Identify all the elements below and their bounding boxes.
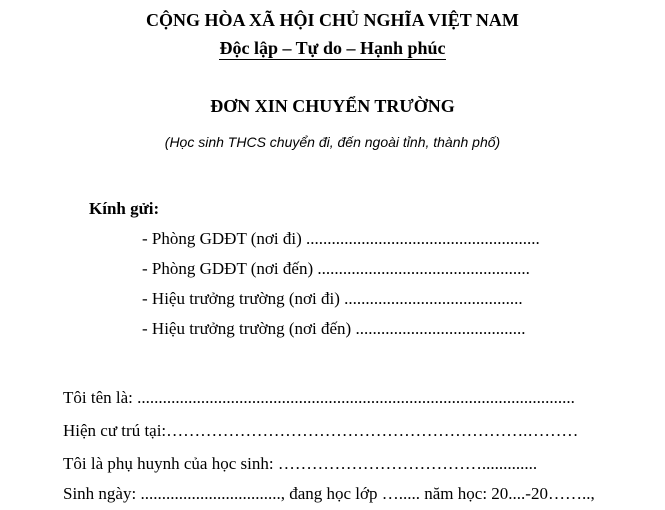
recipient-line-2: - Phòng GDĐT (nơi đến) ..................................................	[142, 259, 530, 278]
field-name: Tôi tên là: .......................................................................................................	[63, 388, 575, 407]
field-parent-of: Tôi là phụ huynh của học sinh: ……………………………….............	[63, 454, 538, 473]
field-residence: Hiện cư trú tại:……………………………………………………….………	[63, 421, 579, 440]
recipient-line-3: - Hiệu trưởng trường (nơi đi) ..........................................	[142, 289, 523, 308]
motto-heading	[0, 38, 665, 59]
field-birth-class-year: Sinh ngày: ................................., đang học lớp …..... năm học: 20....-20……..,	[63, 484, 595, 503]
recipient-label: Kính gửi:	[89, 199, 160, 218]
motto-text: Độc lập – Tự do – Hạnh phúc	[219, 38, 446, 58]
form-title: ĐƠN XIN CHUYỂN TRƯỜNG	[210, 96, 455, 116]
recipient-line-4: - Hiệu trưởng trường (nơi đến) ........................................	[142, 319, 526, 338]
recipient-line-1: - Phòng GDĐT (nơi đi) .......................................................	[142, 229, 540, 248]
nation-heading: CỘNG HÒA XÃ HỘI CHỦ NGHĨA VIỆT NAM	[146, 10, 519, 30]
form-subtitle: (Học sinh THCS chuyển đi, đến ngoài tỉnh, thành phố)	[164, 134, 501, 150]
